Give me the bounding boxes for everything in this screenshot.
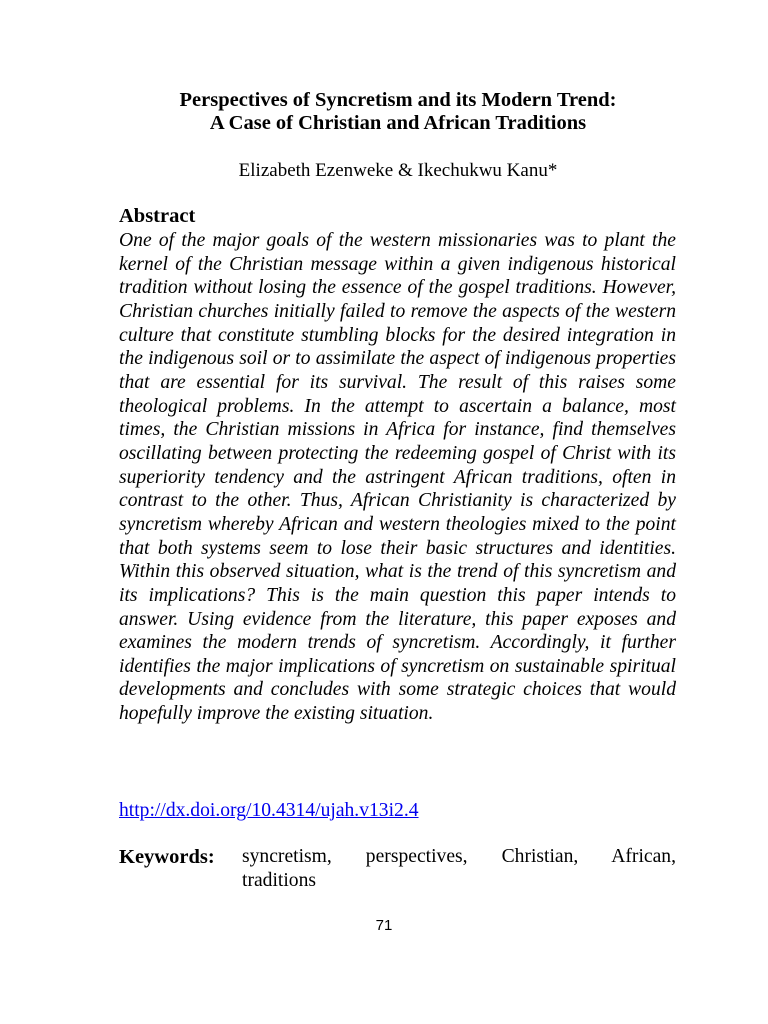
abstract-heading: Abstract	[119, 205, 196, 227]
doi-link[interactable]: http://dx.doi.org/10.4314/ujah.v13i2.4	[119, 800, 419, 821]
keywords-section	[119, 845, 676, 893]
paper-title-line-1: Perspectives of Syncretism and its Modern Trend:	[179, 89, 617, 111]
paper-title-line-2: A Case of Christian and African Traditions	[209, 112, 587, 134]
keywords-list: syncretism, perspectives, Christian, African, traditions	[242, 846, 676, 891]
abstract-body: One of the major goals of the western missionaries was to plant the kernel of the Christian message within a given indigenous historical tradition without losing the essence of the gospel traditions. However, Christian churches initially failed to remove the aspects of the western culture that constitute stumbling blocks for the desired integration in the indigenous soil or to assimilate the aspect of indigenous properties that are essential for its survival. The result of this raises some theological problems. In the attempt to ascertain a balance, most times, the Christian missions in Africa for instance, find themselves oscillating between protecting the redeeming gospel of Christ with its superiority tendency and the astringent African traditions, often in contrast to the other. Thus, African Christianity is characterized by syncretism whereby African and western theologies mixed to the point that both systems seem to lose their basic structures and identities. Within this observed situation, what is the trend of this syncretism and its implications? This is the main question this paper intends to answer. Using evidence from the literature, this paper exposes and examines the modern trends of syncretism. Accordingly, it further identifies the major implications of syncretism on sustainable spiritual developments and concludes with some strategic choices that would hopefully improve the existing situation.	[119, 230, 676, 725]
page-number: 71	[375, 917, 393, 934]
keywords-label: Keywords:	[119, 846, 215, 868]
paper-authors: Elizabeth Ezenweke & Ikechukwu Kanu*	[238, 160, 558, 181]
